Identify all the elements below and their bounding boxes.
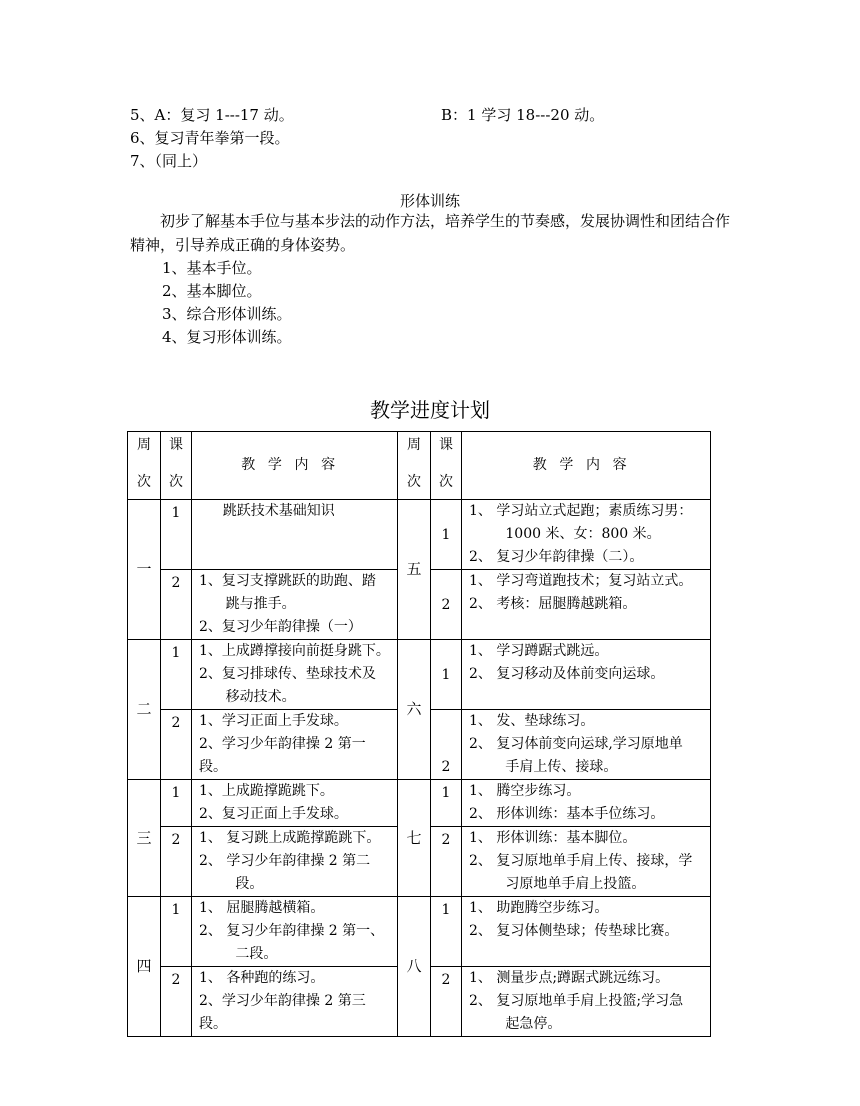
header-content: 教学内容 [462,432,711,500]
section-item: 1、基本手位。 [162,259,262,277]
header-lesson: 课 次 [431,432,462,500]
item-7: 7、（同上） [130,152,208,170]
week-label: 七 [398,780,431,897]
item-5a: 5、A：复习 1---17 动。 [130,106,294,124]
lesson-content: 1、 复习跳上成跪撑跪跳下。 2、 学习少年韵律操 2 第二 段。 [192,827,398,897]
schedule-title: 教学进度计划 [370,398,490,422]
lesson-number: 1 [431,780,462,827]
item-6: 6、复习青年拳第一段。 [130,129,290,147]
week-label: 八 [398,897,431,1037]
lesson-content: 1、 学习站立式起跑；素质练习男： 1000 米、女：800 米。 2、 复习少年韵律操（二）。 [462,500,711,570]
lesson-content: 1、 学习蹲踞式跳远。 2、 复习移动及体前变向运球。 [462,640,711,710]
schedule-table [127,431,711,1037]
lesson-number: 2 [161,827,192,897]
lesson-number: 1 [161,780,192,827]
table-row [128,897,711,967]
lesson-number: 1 [161,640,192,710]
table-row [128,640,711,710]
schedule-header-row [128,432,711,500]
section-item: 4、复习形体训练。 [162,328,292,346]
week-label: 三 [128,780,161,897]
lesson-content: 1、 腾空步练习。 2、 形体训练：基本手位练习。 [462,780,711,827]
lesson-number: 1 [431,897,462,967]
table-row [128,780,711,827]
item-5b: B：1 学习 18---20 动。 [441,106,605,124]
week-label: 五 [398,500,431,640]
lesson-content: 1、复习支撑跳跃的助跑、踏 跳与推手。 2、复习少年韵律操（一） [192,570,398,640]
lesson-content: 跳跃技术基础知识 [192,500,398,570]
section-item: 2、基本脚位。 [162,282,262,300]
lesson-number: 1 [431,640,462,710]
header-lesson: 课 次 [161,432,192,500]
lesson-number: 2 [431,827,462,897]
lesson-number: 2 [161,710,192,780]
section-title: 形体训练 [399,192,460,210]
week-label: 六 [398,640,431,780]
lesson-content: 1、 测量步点;蹲踞式跳远练习。 2、 复习原地单手肩上投篮;学习急 起急停。 [462,967,711,1037]
week-label: 二 [128,640,161,780]
lesson-content: 1、 学习弯道跑技术；复习站立式。 2、 考核：屈腿腾越跳箱。 [462,570,711,640]
lesson-number: 2 [161,967,192,1037]
lesson-number: 1 [161,897,192,967]
lesson-content: 1、 屈腿腾越横箱。 2、 复习少年韵律操 2 第一、 二段。 [192,897,398,967]
lesson-content: 1、 各种跑的练习。 2、学习少年韵律操 2 第三段。 [192,967,398,1037]
lesson-content: 1、上成蹲撑接向前挺身跳下。 2、复习排球传、垫球技术及 移动技术。 [192,640,398,710]
header-content: 教学内容 [192,432,398,500]
lesson-content: 1、学习正面上手发球。 2、学习少年韵律操 2 第一段。 [192,710,398,780]
lesson-number: 1 [161,500,192,570]
lesson-content: 1、 助跑腾空步练习。 2、 复习体侧垫球；传垫球比赛。 [462,897,711,967]
lesson-number: 2 [431,710,462,780]
header-week: 周 次 [128,432,161,500]
section-intro: 初步了解基本手位与基本步法的动作方法，培养学生的节奏感，发展协调性和团结合作精神，引导养成正确的身体姿势。 [130,212,731,254]
table-row [128,500,711,570]
lesson-content: 1、 形体训练：基本脚位。 2、 复习原地单手肩上传、接球，学 习原地单手肩上投篮。 [462,827,711,897]
week-label: 一 [128,500,161,640]
lesson-number: 1 [431,500,462,570]
lesson-number: 2 [431,570,462,640]
week-label: 四 [128,897,161,1037]
lesson-content: 1、 发、垫球练习。 2、 复习体前变向运球,学习原地单 手肩上传、接球。 [462,710,711,780]
lesson-number: 2 [431,967,462,1037]
header-week: 周 次 [398,432,431,500]
lesson-number: 2 [161,570,192,640]
section-item: 3、综合形体训练。 [162,305,292,323]
lesson-content: 1、上成跪撑跪跳下。 2、复习正面上手发球。 [192,780,398,827]
